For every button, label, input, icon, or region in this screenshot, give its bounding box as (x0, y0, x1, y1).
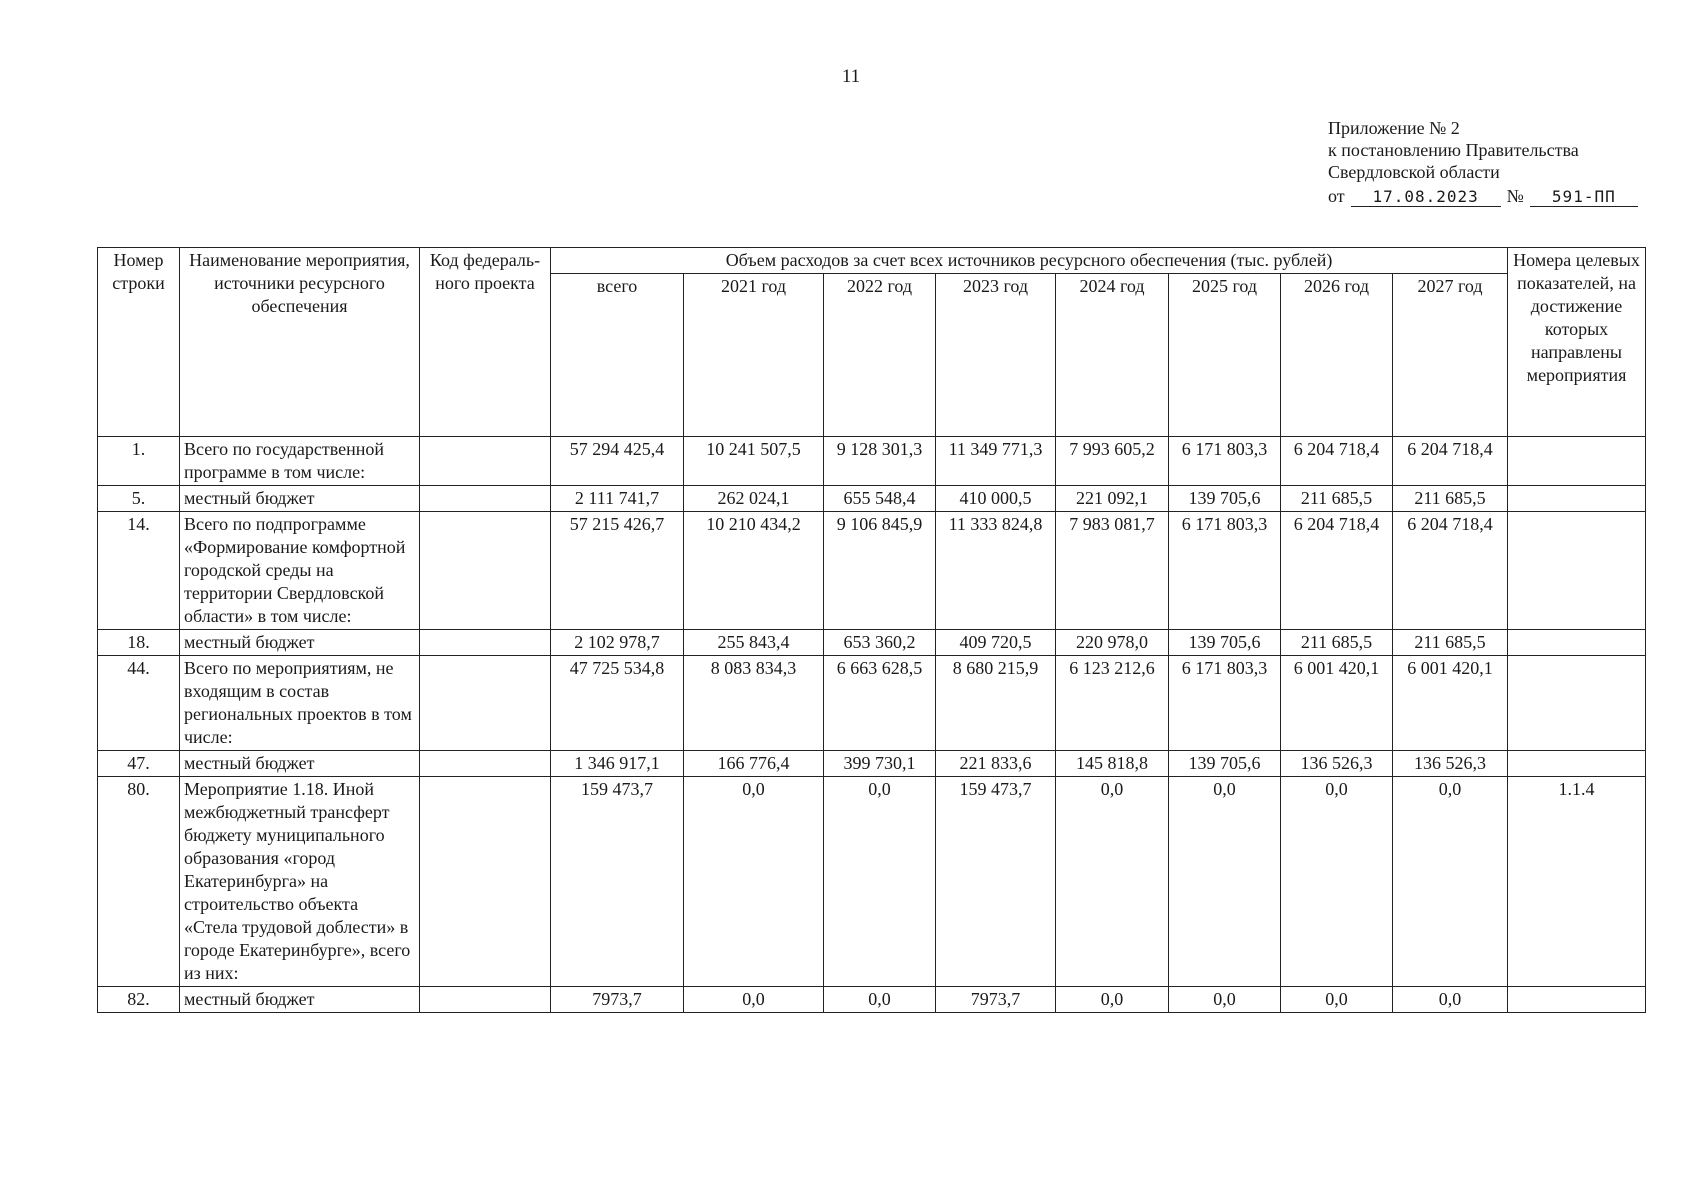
row-value-2024: 0,0 (1056, 777, 1169, 987)
row-value-2025: 0,0 (1169, 777, 1281, 987)
row-total: 2 102 978,7 (551, 630, 684, 656)
row-value-2022: 399 730,1 (824, 751, 936, 777)
table-row (98, 437, 1646, 486)
table-row (98, 512, 1646, 630)
row-indicators (1508, 486, 1646, 512)
row-value-2026: 6 001 420,1 (1281, 656, 1393, 751)
row-name: местный бюджет (180, 751, 420, 777)
row-project-code (420, 512, 551, 630)
row-number: 14. (98, 512, 180, 630)
row-value-2024: 145 818,8 (1056, 751, 1169, 777)
number-prefix: № (1506, 186, 1524, 206)
row-value-2021: 10 241 507,5 (684, 437, 824, 486)
row-value-2021: 262 024,1 (684, 486, 824, 512)
row-value-2023: 221 833,6 (936, 751, 1056, 777)
row-value-2025: 139 705,6 (1169, 751, 1281, 777)
row-indicators (1508, 437, 1646, 486)
row-value-2024: 221 092,1 (1056, 486, 1169, 512)
row-project-code (420, 630, 551, 656)
row-indicators (1508, 987, 1646, 1013)
row-value-2026: 6 204 718,4 (1281, 512, 1393, 630)
row-value-2023: 11 349 771,3 (936, 437, 1056, 486)
row-value-2022: 9 106 845,9 (824, 512, 936, 630)
row-project-code (420, 486, 551, 512)
row-total: 57 215 426,7 (551, 512, 684, 630)
table-row (98, 630, 1646, 656)
row-value-2025: 139 705,6 (1169, 486, 1281, 512)
row-value-2023: 409 720,5 (936, 630, 1056, 656)
row-value-2024: 220 978,0 (1056, 630, 1169, 656)
row-value-2027: 0,0 (1393, 777, 1508, 987)
page-number: 11 (841, 66, 861, 87)
header-year: 2027 год (1393, 274, 1508, 437)
table-row (98, 486, 1646, 512)
row-value-2024: 7 983 081,7 (1056, 512, 1169, 630)
header-year: 2023 год (936, 274, 1056, 437)
row-total: 2 111 741,7 (551, 486, 684, 512)
header-row-number: Номер строки (98, 248, 180, 437)
row-name: местный бюджет (180, 987, 420, 1013)
row-number: 5. (98, 486, 180, 512)
row-value-2026: 211 685,5 (1281, 630, 1393, 656)
row-value-2021: 10 210 434,2 (684, 512, 824, 630)
appendix-region: Свердловской области (1328, 162, 1500, 182)
row-total: 7973,7 (551, 987, 684, 1013)
row-value-2023: 159 473,7 (936, 777, 1056, 987)
row-name: Мероприятие 1.18. Иной межбюджетный трансферт бюджету муниципального образования «город Екатеринбурга» на строительство объекта «Стела трудовой доблести» в городе Екатеринбурге», всего из них: (180, 777, 420, 987)
row-indicators: 1.1.4 (1508, 777, 1646, 987)
appendix-resolution: к постановлению Правительства (1328, 140, 1579, 160)
row-value-2023: 410 000,5 (936, 486, 1056, 512)
row-value-2022: 653 360,2 (824, 630, 936, 656)
appendix-signature-line (1328, 185, 1638, 207)
row-number: 82. (98, 987, 180, 1013)
row-total: 57 294 425,4 (551, 437, 684, 486)
row-name: местный бюджет (180, 630, 420, 656)
row-number: 47. (98, 751, 180, 777)
row-value-2027: 6 204 718,4 (1393, 512, 1508, 630)
row-value-2021: 0,0 (684, 987, 824, 1013)
row-project-code (420, 777, 551, 987)
row-name: Всего по подпрограмме «Формирование комфортной городской среды на территории Свердловской области» в том числе: (180, 512, 420, 630)
row-name: Всего по мероприятиям, не входящим в состав региональных проектов в том числе: (180, 656, 420, 751)
row-value-2026: 6 204 718,4 (1281, 437, 1393, 486)
row-value-2022: 0,0 (824, 987, 936, 1013)
row-value-2025: 0,0 (1169, 987, 1281, 1013)
row-number: 80. (98, 777, 180, 987)
row-value-2022: 0,0 (824, 777, 936, 987)
row-value-2023: 8 680 215,9 (936, 656, 1056, 751)
row-indicators (1508, 512, 1646, 630)
row-total: 1 346 917,1 (551, 751, 684, 777)
row-value-2021: 0,0 (684, 777, 824, 987)
row-project-code (420, 987, 551, 1013)
row-value-2021: 255 843,4 (684, 630, 824, 656)
row-value-2025: 6 171 803,3 (1169, 512, 1281, 630)
row-number: 18. (98, 630, 180, 656)
row-project-code (420, 656, 551, 751)
row-value-2025: 6 171 803,3 (1169, 656, 1281, 751)
budget-table (97, 247, 1646, 1013)
row-number: 44. (98, 656, 180, 751)
row-indicators (1508, 656, 1646, 751)
row-number: 1. (98, 437, 180, 486)
resolution-date: 17.08.2023 (1351, 188, 1501, 207)
row-value-2024: 0,0 (1056, 987, 1169, 1013)
resolution-number: 591-ПП (1530, 188, 1638, 207)
row-value-2023: 7973,7 (936, 987, 1056, 1013)
row-value-2022: 6 663 628,5 (824, 656, 936, 751)
row-project-code (420, 751, 551, 777)
appendix-block (1328, 117, 1638, 207)
header-year: 2025 год (1169, 274, 1281, 437)
table-header (98, 248, 1646, 437)
row-total: 159 473,7 (551, 777, 684, 987)
row-indicators (1508, 751, 1646, 777)
row-value-2027: 211 685,5 (1393, 486, 1508, 512)
row-value-2026: 0,0 (1281, 777, 1393, 987)
row-value-2021: 8 083 834,3 (684, 656, 824, 751)
header-total: всего (551, 274, 684, 437)
header-expenses-group: Объем расходов за счет всех источников ресурсного обеспечения (тыс. рублей) (551, 248, 1508, 274)
table-row (98, 751, 1646, 777)
header-project-code: Код федераль-ного проекта (420, 248, 551, 437)
row-value-2026: 136 526,3 (1281, 751, 1393, 777)
row-value-2027: 0,0 (1393, 987, 1508, 1013)
row-value-2025: 6 171 803,3 (1169, 437, 1281, 486)
row-value-2023: 11 333 824,8 (936, 512, 1056, 630)
row-value-2027: 6 001 420,1 (1393, 656, 1508, 751)
table-row (98, 987, 1646, 1013)
row-value-2027: 6 204 718,4 (1393, 437, 1508, 486)
date-prefix: от (1328, 186, 1345, 206)
header-indicators: Номера целевых показателей, на достижение которых направлены мероприятия (1508, 248, 1646, 437)
row-indicators (1508, 630, 1646, 656)
row-value-2027: 136 526,3 (1393, 751, 1508, 777)
row-value-2022: 655 548,4 (824, 486, 936, 512)
table-body (98, 437, 1646, 1013)
header-year: 2022 год (824, 274, 936, 437)
row-value-2025: 139 705,6 (1169, 630, 1281, 656)
row-value-2024: 7 993 605,2 (1056, 437, 1169, 486)
appendix-title: Приложение № 2 (1328, 118, 1460, 138)
row-value-2026: 0,0 (1281, 987, 1393, 1013)
row-name: Всего по государственной программе в том числе: (180, 437, 420, 486)
header-name: Наименование мероприятия, источники ресурсного обеспечения (180, 248, 420, 437)
row-value-2027: 211 685,5 (1393, 630, 1508, 656)
header-year: 2021 год (684, 274, 824, 437)
header-year: 2026 год (1281, 274, 1393, 437)
row-value-2022: 9 128 301,3 (824, 437, 936, 486)
table-row (98, 656, 1646, 751)
row-total: 47 725 534,8 (551, 656, 684, 751)
row-value-2021: 166 776,4 (684, 751, 824, 777)
row-project-code (420, 437, 551, 486)
row-value-2026: 211 685,5 (1281, 486, 1393, 512)
row-name: местный бюджет (180, 486, 420, 512)
table-row (98, 777, 1646, 987)
row-value-2024: 6 123 212,6 (1056, 656, 1169, 751)
header-year: 2024 год (1056, 274, 1169, 437)
